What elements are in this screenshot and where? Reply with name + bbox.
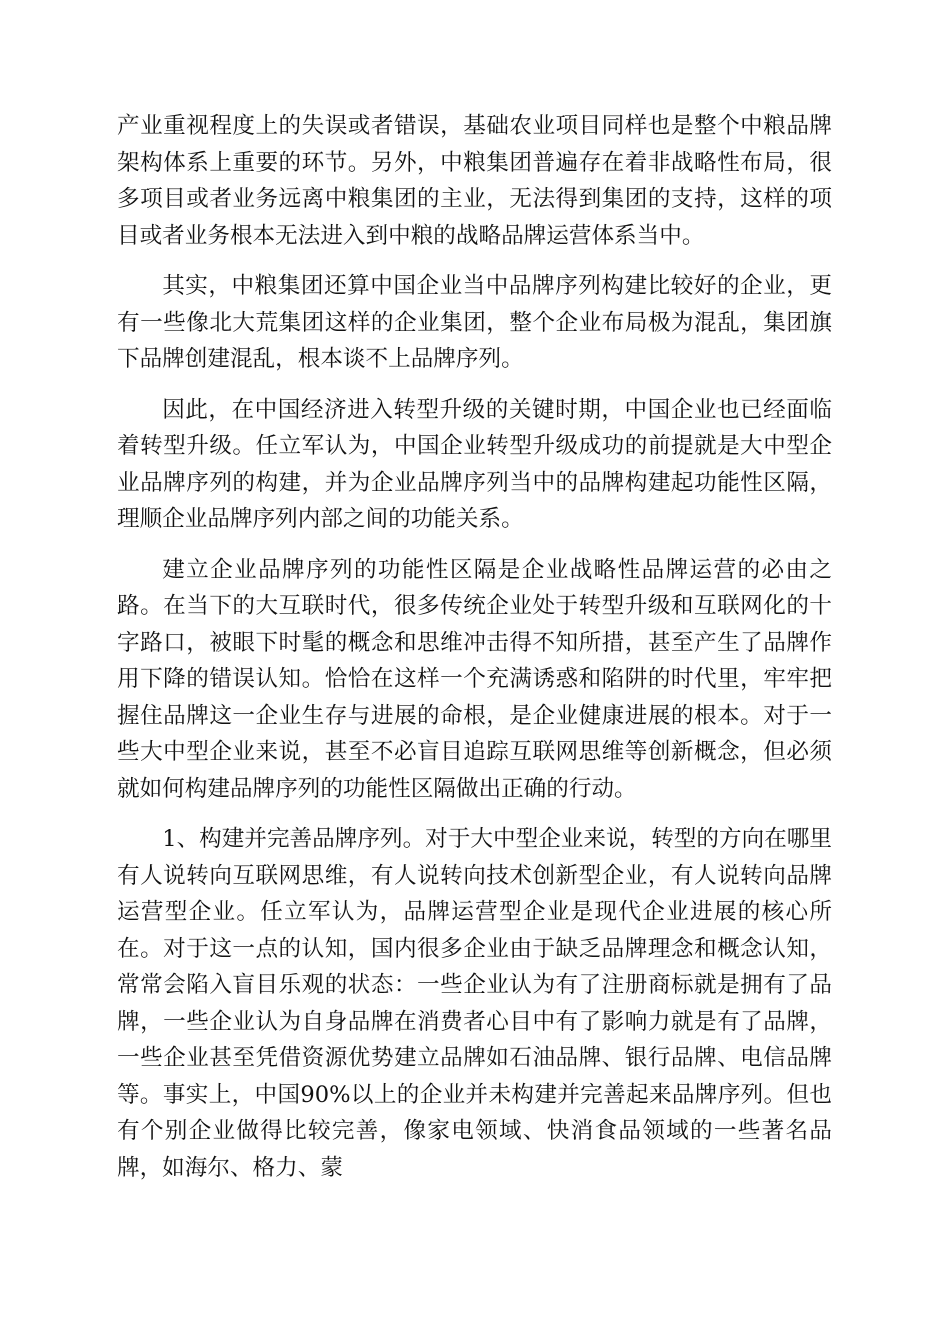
paragraph-build-brand-sequence: 1、构建并完善品牌序列。对于大中型企业来说，转型的方向在哪里有人说转向互联网思维，有人说转向技术创新型企业，有人说转向品牌运营型企业。任立军认为，品牌运营型企业是现代企业进展的核心所在。对于这一点的认知，国内很多企业由于缺乏品牌理念和概念认知，常常会陷入盲目乐观的状态：一些企业认为有了注册商标就是拥有了品牌，一些企业认为自身品牌在消费者心目中有了影响力就是有了品牌，一些企业甚至凭借资源优势建立品牌如石油品牌、银行品牌、电信品牌等。事实上，中国90%以上的企业并未构建并完善起来品牌序列。但也有个别企业做得比较完善，像家电领域、快消食品领域的一些著名品牌，如海尔、格力、蒙 [117, 826, 832, 1181]
paragraph-functional-separation: 建立企业品牌序列的功能性区隔是企业战略性品牌运营的必由之路。在当下的大互联时代，很多传统企业处于转型升级和互联网化的十字路口，被眼下时髦的概念和思维冲击得不知所措，甚至产生了品牌作用下降的错误认知。恰恰在这样一个充满诱惑和陷阱的时代里，牢牢把握住品牌这一企业生存与进展的命根，是企业健康进展的根本。对于一些大中型企业来说，甚至不必盲目追踪互联网思维等创新概念，但必须就如何构建品牌序列的功能性区隔做出正确的行动。 [117, 556, 832, 802]
paragraph-transformation-upgrade: 因此，在中国经济进入转型升级的关键时期，中国企业也已经面临着转型升级。任立军认为，中国企业转型升级成功的前提就是大中型企业品牌序列的构建，并为企业品牌序列当中的品牌构建起功能性区隔，理顺企业品牌序列内部之间的功能关系。 [117, 396, 832, 532]
paragraph-cofco-brand-sequence: 其实，中粮集团还算中国企业当中品牌序列构建比较好的企业，更有一些像北大荒集团这样的企业集团，整个企业布局极为混乱，集团旗下品牌创建混乱，根本谈不上品牌序列。 [117, 273, 832, 372]
paragraph-continued: 产业重视程度上的失误或者错误，基础农业项目同样也是整个中粮品牌架构体系上重要的环节。另外，中粮集团普遍存在着非战略性布局，很多项目或者业务远离中粮集团的主业，无法得到集团的支持，这样的项目或者业务根本无法进入到中粮的战略品牌运营体系当中。 [117, 113, 832, 249]
